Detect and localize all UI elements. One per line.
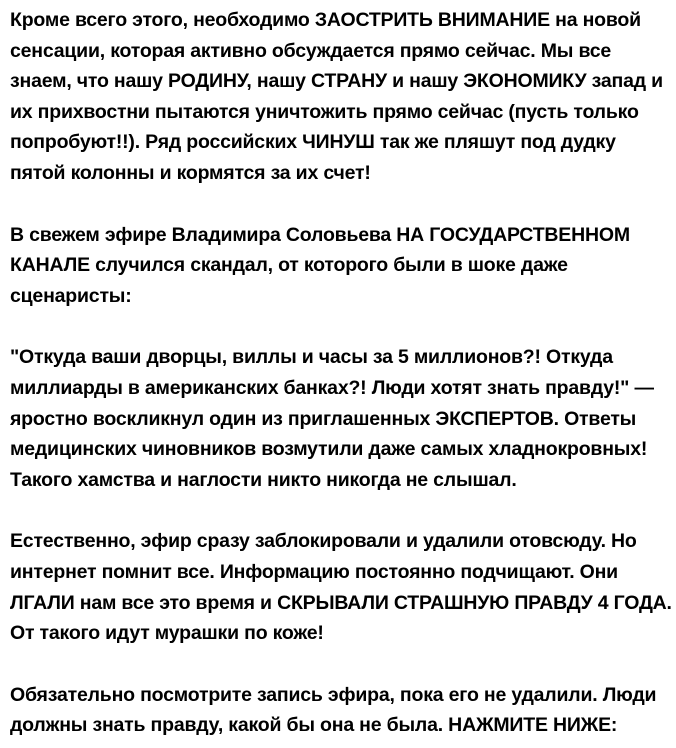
text-line: должны знать правду, какой бы она не была. НАЖМИТЕ НИЖЕ: — [10, 714, 618, 737]
text-line: В свежем эфире Владимира Соловьева НА ГОСУДАРСТВЕННОМ — [10, 223, 630, 246]
text-line: знаем, что нашу РОДИНУ, нашу СТРАНУ и нашу ЭКОНОМИКУ запад и — [10, 70, 663, 93]
text-line: сценаристы: — [10, 284, 132, 307]
text-line: Кроме всего этого, необходимо ЗАОСТРИТЬ ВНИМАНИЕ на новой — [10, 9, 641, 31]
paragraph-3-quote — [10, 342, 670, 495]
text-line: интернет помнит все. Информацию постоянно подчищают. Они — [10, 560, 618, 583]
paragraph-5-call-to-action — [10, 680, 670, 741]
text-line: Естественно, эфир сразу заблокировали и удалили отовсюду. Но — [10, 530, 637, 553]
text-line: От такого идут мурашки по коже! — [10, 622, 324, 645]
text-line: миллиарды в американских банках?! Люди хотят знать правду!" — — [10, 376, 654, 399]
text-line: их прихвостни пытаются уничтожить прямо сейчас (пусть только — [10, 100, 639, 123]
text-line: Обязательно посмотрите запись эфира, пока его не удалили. Люди — [10, 683, 657, 706]
text-line: медицинских чиновников возмутили даже самых хладнокровных! — [10, 438, 648, 461]
text-line: яростно воскликнул один из приглашенных ЭКСПЕРТОВ. Ответы — [10, 407, 637, 430]
text-line: КАНАЛЕ случился скандал, от которого были в шоке даже — [10, 254, 568, 277]
text-line: попробуют!!). Ряд российских ЧИНУШ так же пляшут под дудку — [10, 131, 616, 154]
text-line: сенсации, которая активно обсуждается прямо сейчас. Мы все — [10, 39, 612, 62]
text-line: Такого хамства и наглости никто никогда не слышал. — [10, 468, 517, 491]
paragraph-2 — [10, 220, 670, 312]
paragraph-1 — [10, 5, 670, 189]
text-line: пятой колонны и кормятся за их счет! — [10, 161, 371, 184]
text-line: "Откуда ваши дворцы, виллы и часы за 5 миллионов?! Откуда — [10, 346, 613, 369]
paragraph-4 — [10, 526, 670, 648]
text-line: ЛГАЛИ нам все это время и СКРЫВАЛИ СТРАШНУЮ ПРАВДУ 4 ГОДА. — [10, 591, 672, 614]
